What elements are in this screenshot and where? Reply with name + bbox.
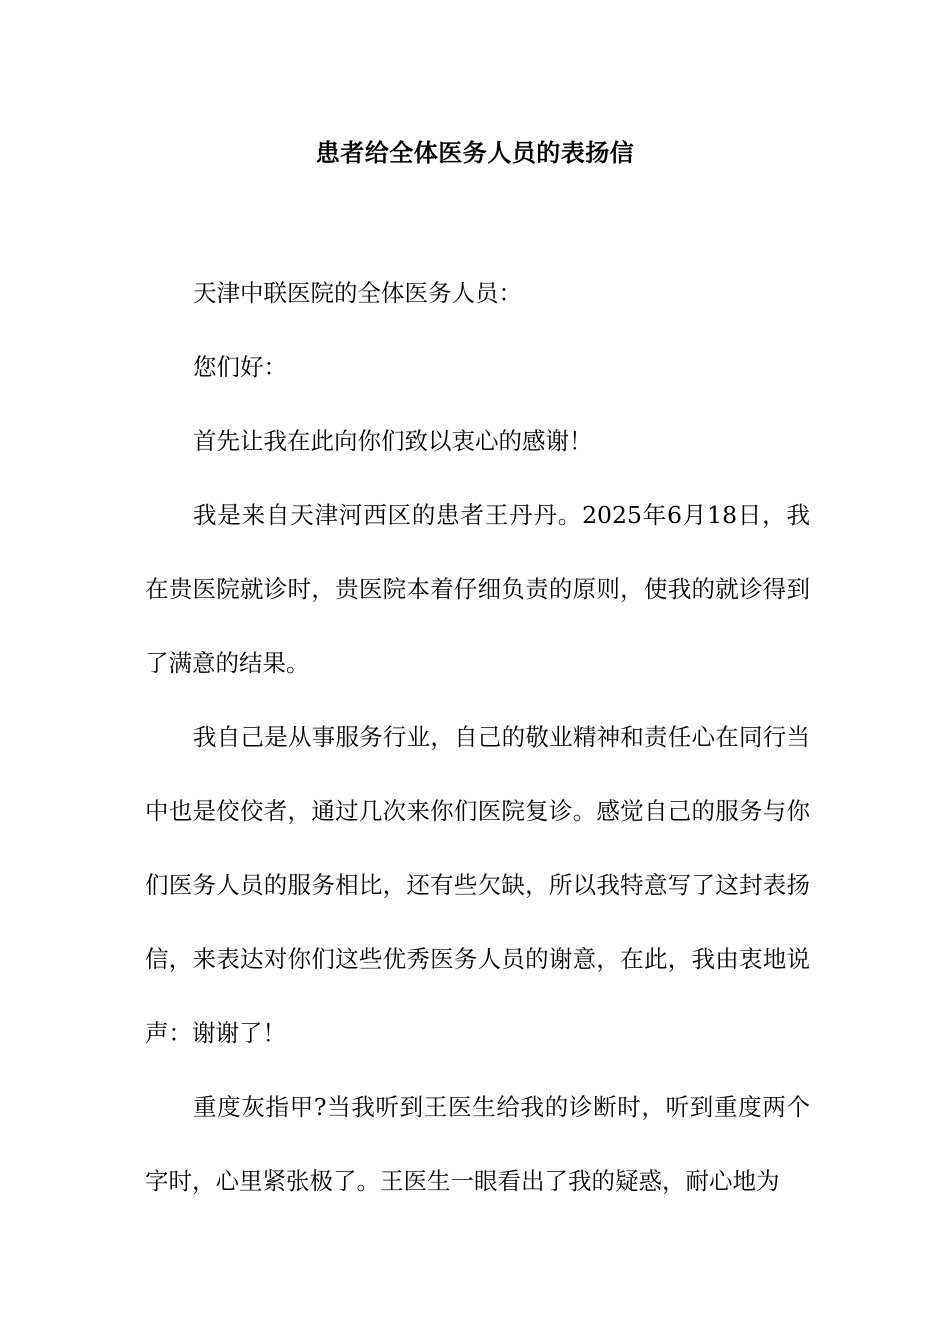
page-title: 患者给全体医务人员的表扬信 [315, 139, 635, 167]
greeting: 您们好： [193, 353, 287, 381]
paragraph-introduction: 我是来自天津河西区的患者王丹丹。2025年6月18日，我在贵医院就诊时，贵医院本着仔细负责的原则，使我的就诊得到了满意的结果。 [145, 501, 810, 677]
salutation: 天津中联医院的全体医务人员： [193, 279, 522, 307]
paragraph-diagnosis: 重度灰指甲?当我听到王医生给我的诊断时，听到重度两个字时，心里紧张极了。王医生一眼看出了我的疑惑，耐心地为 [145, 1093, 810, 1195]
letter-body [145, 256, 810, 1218]
paragraph-thanks: 首先让我在此向你们致以衷心的感谢！ [193, 427, 593, 455]
paragraph-gratitude: 我自己是从事服务行业，自己的敬业精神和责任心在同行当中也是佼佼者，通过几次来你们医院复诊。感觉自己的服务与你们医务人员的服务相比，还有些欠缺，所以我特意写了这封表扬信，来表达对你们这些优秀医务人员的谢意，在此，我由衷地说声：谢谢了！ [145, 723, 810, 1047]
